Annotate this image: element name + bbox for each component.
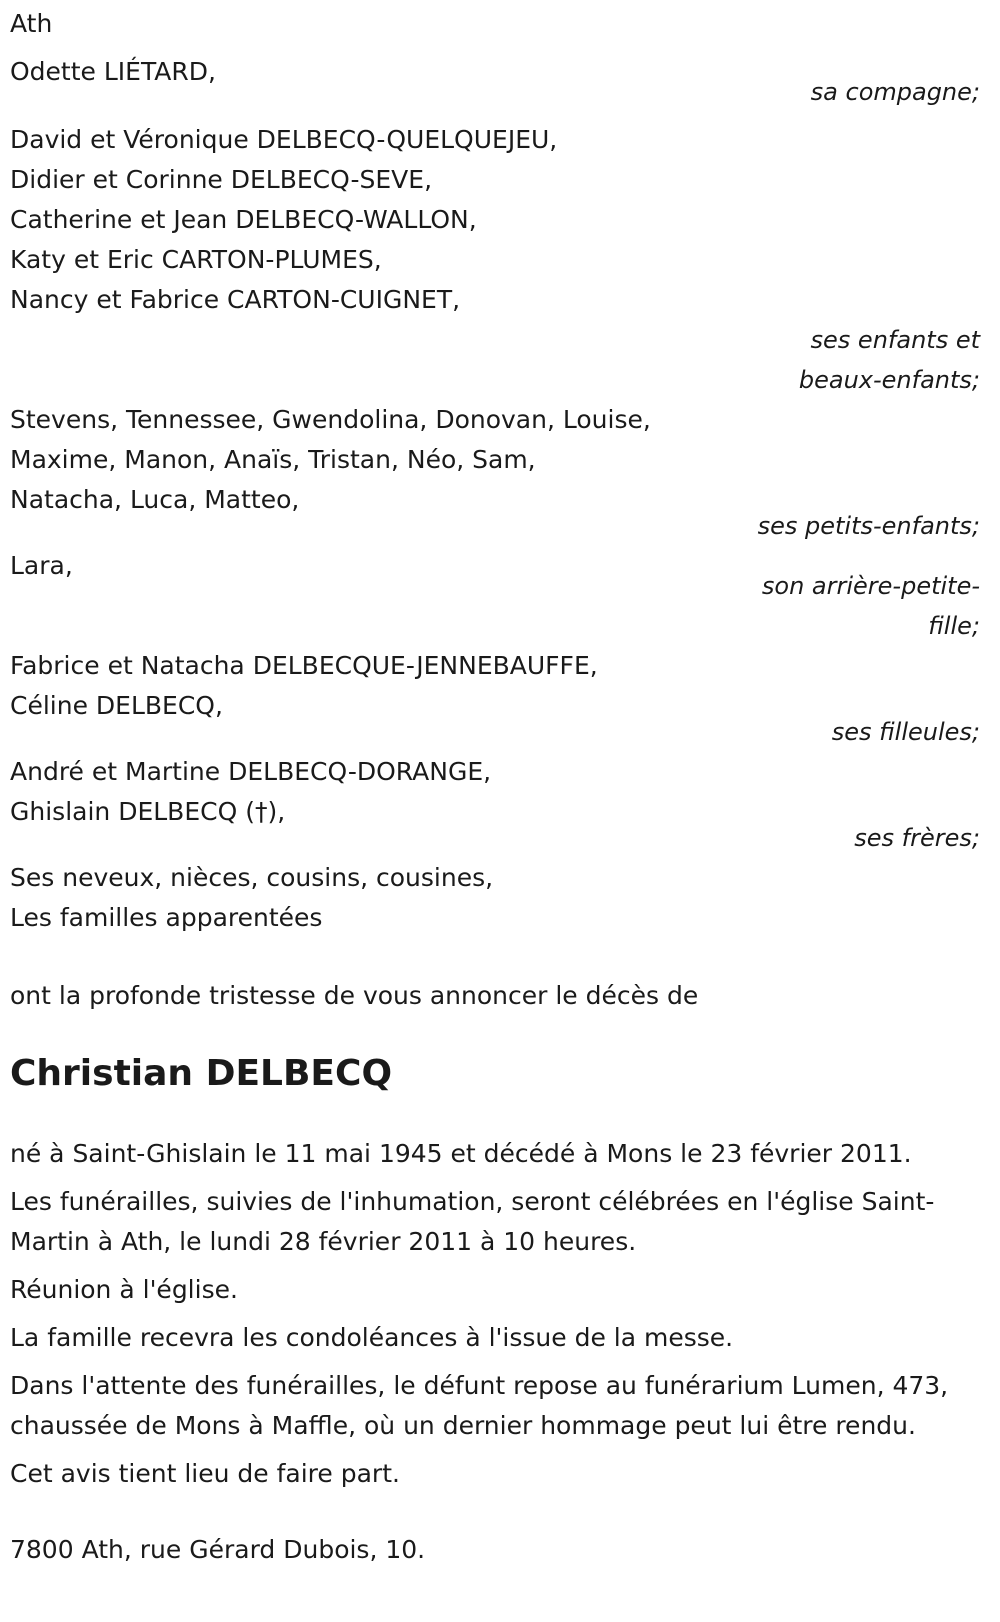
relation-label [762, 566, 980, 646]
names-block [10, 546, 73, 586]
details-paragraph: né à Saint-Ghislain le 11 mai 1945 et décédé à Mons le 23 février 2011. [10, 1139, 912, 1168]
names-block [10, 120, 557, 320]
other-relatives-line: Ses neveux, nièces, cousins, cousines, [10, 863, 494, 892]
family-name: Céline DELBECQ, [10, 691, 223, 720]
family-name: David et Véronique DELBECQ-QUELQUEJEU, [10, 125, 558, 154]
details-paragraph: Réunion à l'église. [10, 1275, 238, 1304]
relation-line: beaux-enfants; [798, 366, 980, 394]
names-block [10, 752, 491, 832]
family-name: Ghislain DELBECQ (†), [10, 797, 286, 826]
relation-line: fille; [928, 612, 980, 640]
relation-label [832, 712, 980, 752]
relation-label [799, 320, 980, 400]
family-name: Maxime, Manon, Anaïs, Tristan, Néo, Sam, [10, 445, 536, 474]
family-name: Nancy et Fabrice CARTON-CUIGNET, [10, 285, 461, 314]
announcement-intro: ont la profonde tristesse de vous annoncer le décès de [10, 981, 699, 1010]
family-name: Catherine et Jean DELBECQ-WALLON, [10, 205, 477, 234]
names-block [10, 52, 216, 92]
family-name: Katy et Eric CARTON-PLUMES, [10, 245, 382, 274]
names-block [10, 400, 651, 520]
details-paragraph: Cet avis tient lieu de faire part. [10, 1459, 400, 1488]
family-name: Didier et Corinne DELBECQ-SEVE, [10, 165, 433, 194]
family-group-companion [10, 52, 980, 112]
relation-line: ses frères; [854, 824, 980, 852]
details-block [10, 1134, 980, 1494]
names-block [10, 646, 598, 726]
family-name: Lara, [10, 551, 73, 580]
contact-address: 7800 Ath, rue Gérard Dubois, 10. [10, 1535, 426, 1564]
family-group-grandchildren [10, 400, 980, 520]
spacer [10, 938, 980, 976]
relation-line: sa compagne; [810, 78, 980, 106]
details-paragraph: Les funérailles, suivies de l'inhumation, seront célébrées en l'église Saint-Martin à Ath, le lundi 28 février 2011 à 10 heures. [10, 1187, 935, 1256]
relation-row-children [10, 320, 980, 400]
relation-line: son arrière-petite- [761, 572, 980, 600]
relation-label [811, 72, 980, 112]
other-relatives [10, 858, 980, 938]
family-group-children [10, 120, 980, 320]
city-heading: Ath [10, 9, 53, 38]
family-name: Natacha, Luca, Matteo, [10, 485, 300, 514]
family-name: Fabrice et Natacha DELBECQUE-JENNEBAUFFE, [10, 651, 598, 680]
relation-line: ses filleules; [831, 718, 980, 746]
details-paragraph: Dans l'attente des funérailles, le défunt repose au funérarium Lumen, 473, chaussée de Mons à Maffle, où un dernier hommage peut lui être rendu. [10, 1371, 949, 1440]
other-relatives-line: Les familles apparentées [10, 903, 323, 932]
details-paragraph: La famille recevra les condoléances à l'issue de la messe. [10, 1323, 734, 1352]
family-group-great-granddaughter [10, 546, 980, 646]
relation-label [854, 818, 980, 858]
deceased-name: Christian DELBECQ [10, 1053, 393, 1094]
family-name: Stevens, Tennessee, Gwendolina, Donovan, Louise, [10, 405, 651, 434]
relation-label [758, 506, 980, 546]
relation-line: ses enfants et [810, 326, 980, 354]
family-name: Odette LIÉTARD, [10, 57, 216, 86]
relation-line: ses petits-enfants; [757, 512, 980, 540]
family-name: André et Martine DELBECQ-DORANGE, [10, 757, 492, 786]
